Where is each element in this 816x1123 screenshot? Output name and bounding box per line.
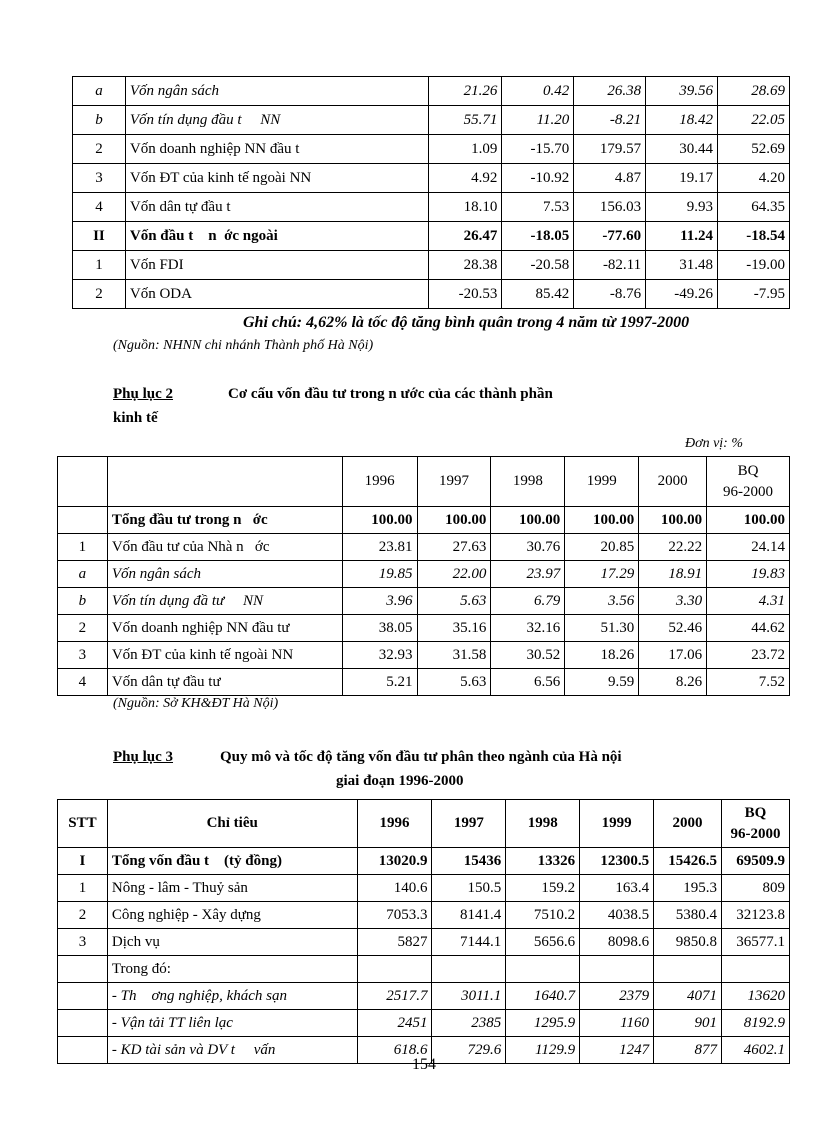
row-value: 18.26 <box>565 642 639 669</box>
row-value: 4038.5 <box>580 902 654 929</box>
row-label: Công nghiệp - Xây dựng <box>107 902 357 929</box>
row-label: Vốn doanh nghiệp NN đầu t <box>125 135 429 164</box>
row-value: 5.21 <box>342 669 417 696</box>
table-row <box>58 848 790 875</box>
row-value: 100.00 <box>491 507 565 534</box>
row-value: 9.93 <box>646 193 718 222</box>
table-appendix-2 <box>57 456 790 696</box>
table-row <box>58 615 790 642</box>
row-value: 809 <box>722 875 790 902</box>
row-value: 3.56 <box>565 588 639 615</box>
row-value: 8192.9 <box>722 1010 790 1037</box>
row-value: 2517.7 <box>357 983 432 1010</box>
table-continuation <box>72 76 790 309</box>
row-value: 31.58 <box>417 642 491 669</box>
row-value: 21.26 <box>429 77 502 106</box>
row-value: 30.52 <box>491 642 565 669</box>
row-value: 18.91 <box>639 561 707 588</box>
row-value: 11.20 <box>502 106 574 135</box>
row-stt: 2 <box>58 615 108 642</box>
appendix-2-label: Phụ lục 2 <box>113 386 174 402</box>
row-stt: 1 <box>73 251 126 280</box>
row-value <box>506 956 580 983</box>
appendix-3-label: Phụ lục 3 <box>113 749 174 765</box>
row-value: 11.24 <box>646 222 718 251</box>
header-1997: 1997 <box>432 800 506 848</box>
row-value: 2451 <box>357 1010 432 1037</box>
row-value: 5.63 <box>417 669 491 696</box>
source-note-1: (Nguồn: NHNN chi nhánh Thành phố Hà Nội) <box>113 338 374 353</box>
row-label: Vốn tín dụng đầ tư NN <box>107 588 342 615</box>
row-value: 5827 <box>357 929 432 956</box>
row-value: 26.38 <box>574 77 646 106</box>
row-value: 8098.6 <box>580 929 654 956</box>
row-value: -10.92 <box>502 164 574 193</box>
row-stt: I <box>58 848 108 875</box>
row-value: 22.00 <box>417 561 491 588</box>
row-value: 19.17 <box>646 164 718 193</box>
header-label <box>107 457 342 507</box>
row-value: 7144.1 <box>432 929 506 956</box>
table-row <box>73 164 790 193</box>
row-value: 1.09 <box>429 135 502 164</box>
row-label: Vốn ODA <box>125 280 429 309</box>
row-value: 24.14 <box>707 534 790 561</box>
row-stt: 3 <box>58 929 108 956</box>
row-value: 618.6 <box>357 1037 432 1064</box>
row-value: 19.83 <box>707 561 790 588</box>
header-2000: 2000 <box>639 457 707 507</box>
header-1997: 1997 <box>417 457 491 507</box>
header-1998: 1998 <box>491 457 565 507</box>
row-value: 100.00 <box>565 507 639 534</box>
row-stt <box>58 507 108 534</box>
row-value: 729.6 <box>432 1037 506 1064</box>
row-stt: 2 <box>73 280 126 309</box>
row-value: -15.70 <box>502 135 574 164</box>
row-label: Vốn ngân sách <box>125 77 429 106</box>
header-bq-line1: BQ <box>744 805 767 821</box>
header-1999: 1999 <box>565 457 639 507</box>
row-value: 8.26 <box>639 669 707 696</box>
growth-note: Ghi chú: 4,62% là tốc độ tăng bình quân trong 4 năm từ 1997-2000 <box>243 314 690 331</box>
row-value: 28.69 <box>718 77 790 106</box>
row-value: 15436 <box>432 848 506 875</box>
row-stt: II <box>73 222 126 251</box>
row-value: 195.3 <box>654 875 722 902</box>
row-value: 2379 <box>580 983 654 1010</box>
row-label: Vốn doanh nghiệp NN đầu tư <box>107 615 342 642</box>
row-value: 38.05 <box>342 615 417 642</box>
header-bq-line2: 96-2000 <box>723 483 774 500</box>
row-value: 100.00 <box>707 507 790 534</box>
row-label: Tổng đầu tư trong n ớc <box>107 507 342 534</box>
row-label: Vốn FDI <box>125 251 429 280</box>
row-label: Nông - lâm - Thuỷ sản <box>107 875 357 902</box>
row-label: - Vận tải TT liên lạc <box>107 1010 357 1037</box>
row-value: -7.95 <box>718 280 790 309</box>
row-label: Dịch vụ <box>107 929 357 956</box>
row-value: 18.10 <box>429 193 502 222</box>
row-value: 12300.5 <box>580 848 654 875</box>
row-value: 22.22 <box>639 534 707 561</box>
row-stt: 4 <box>58 669 108 696</box>
row-stt: 1 <box>58 534 108 561</box>
row-stt <box>58 983 108 1010</box>
row-value: 19.85 <box>342 561 417 588</box>
row-value: 9.59 <box>565 669 639 696</box>
row-value: -8.21 <box>574 106 646 135</box>
row-value: 877 <box>654 1037 722 1064</box>
row-stt: b <box>58 588 108 615</box>
table-row <box>58 956 790 983</box>
row-value: -20.53 <box>429 280 502 309</box>
table-row <box>73 222 790 251</box>
header-bq <box>722 800 790 848</box>
row-value: 2385 <box>432 1010 506 1037</box>
row-label: Vốn dân tự đầu tư <box>107 669 342 696</box>
row-value: 20.85 <box>565 534 639 561</box>
row-value: -18.05 <box>502 222 574 251</box>
table-row <box>58 983 790 1010</box>
row-value: 3.96 <box>342 588 417 615</box>
row-value: 3.30 <box>639 588 707 615</box>
table-row <box>58 875 790 902</box>
row-value: 7.52 <box>707 669 790 696</box>
row-stt: 3 <box>58 642 108 669</box>
row-value: 17.29 <box>565 561 639 588</box>
table-row <box>58 642 790 669</box>
row-value: -18.54 <box>718 222 790 251</box>
header-1996: 1996 <box>342 457 417 507</box>
row-value <box>580 956 654 983</box>
row-value: 1295.9 <box>506 1010 580 1037</box>
appendix-3-title: Quy mô và tốc độ tăng vốn đầu tư phân theo ngành của Hà nội <box>220 749 622 765</box>
row-value: -49.26 <box>646 280 718 309</box>
row-value: 7510.2 <box>506 902 580 929</box>
row-stt <box>58 956 108 983</box>
row-value: 150.5 <box>432 875 506 902</box>
row-value: -20.58 <box>502 251 574 280</box>
table-row <box>73 135 790 164</box>
row-value: 31.48 <box>646 251 718 280</box>
row-value: 100.00 <box>342 507 417 534</box>
row-label: - KD tài sản và DV t vấn <box>107 1037 357 1064</box>
row-stt: a <box>73 77 126 106</box>
appendix-2-title: Cơ cấu vốn đầu tư trong n ước của các thành phần <box>228 386 553 402</box>
header-2000: 2000 <box>654 800 722 848</box>
row-value: 7.53 <box>502 193 574 222</box>
row-value: -8.76 <box>574 280 646 309</box>
header-indicator: Chỉ tiêu <box>107 800 357 848</box>
row-stt: 4 <box>73 193 126 222</box>
row-stt: b <box>73 106 126 135</box>
row-value: 8141.4 <box>432 902 506 929</box>
row-stt: 2 <box>58 902 108 929</box>
row-stt <box>58 1010 108 1037</box>
row-label: Trong đó: <box>107 956 357 983</box>
row-value: 32123.8 <box>722 902 790 929</box>
row-stt: 2 <box>73 135 126 164</box>
row-value: 39.56 <box>646 77 718 106</box>
row-value <box>654 956 722 983</box>
row-value: 44.62 <box>707 615 790 642</box>
row-value: 100.00 <box>639 507 707 534</box>
row-value: 13620 <box>722 983 790 1010</box>
row-value: 1129.9 <box>506 1037 580 1064</box>
row-value: 30.44 <box>646 135 718 164</box>
row-stt: 1 <box>58 875 108 902</box>
row-value: 5656.6 <box>506 929 580 956</box>
row-value: 17.06 <box>639 642 707 669</box>
row-value: -82.11 <box>574 251 646 280</box>
row-value: 179.57 <box>574 135 646 164</box>
table-row <box>58 588 790 615</box>
row-value: 13326 <box>506 848 580 875</box>
row-value: 69509.9 <box>722 848 790 875</box>
row-label: Vốn đầu t n ớc ngoài <box>125 222 429 251</box>
row-value: 52.46 <box>639 615 707 642</box>
row-value: 51.30 <box>565 615 639 642</box>
header-bq-line2: 96-2000 <box>730 825 781 842</box>
row-value: 28.38 <box>429 251 502 280</box>
row-value: 156.03 <box>574 193 646 222</box>
row-value: 4.87 <box>574 164 646 193</box>
unit-label: Đơn vị: % <box>685 436 744 451</box>
row-value: 4071 <box>654 983 722 1010</box>
table-row <box>58 1010 790 1037</box>
row-value: 55.71 <box>429 106 502 135</box>
row-value: 13020.9 <box>357 848 432 875</box>
row-value: 36577.1 <box>722 929 790 956</box>
source-note-2: (Nguồn: Sở KH&ĐT Hà Nội) <box>113 696 279 711</box>
header-1996: 1996 <box>357 800 432 848</box>
table-row <box>58 929 790 956</box>
row-value: 15426.5 <box>654 848 722 875</box>
row-stt <box>58 1037 108 1064</box>
row-value: 901 <box>654 1010 722 1037</box>
row-value: -77.60 <box>574 222 646 251</box>
row-value: 140.6 <box>357 875 432 902</box>
table-row <box>73 106 790 135</box>
row-value <box>432 956 506 983</box>
row-value: 22.05 <box>718 106 790 135</box>
row-value: 0.42 <box>502 77 574 106</box>
row-value: 7053.3 <box>357 902 432 929</box>
page-number: 154 <box>412 1056 436 1073</box>
row-value <box>357 956 432 983</box>
row-value: 52.69 <box>718 135 790 164</box>
table-row <box>58 507 790 534</box>
row-stt: 3 <box>73 164 126 193</box>
row-value: 18.42 <box>646 106 718 135</box>
row-label: Tổng vốn đầu t (tỷ đồng) <box>107 848 357 875</box>
row-value: 27.63 <box>417 534 491 561</box>
table-row <box>73 280 790 309</box>
row-value: 23.72 <box>707 642 790 669</box>
row-value: 4602.1 <box>722 1037 790 1064</box>
header-1998: 1998 <box>506 800 580 848</box>
row-value: 35.16 <box>417 615 491 642</box>
row-value: 23.97 <box>491 561 565 588</box>
row-value: 85.42 <box>502 280 574 309</box>
row-value: 32.16 <box>491 615 565 642</box>
row-value: 100.00 <box>417 507 491 534</box>
header-bq-line1: BQ <box>737 463 759 479</box>
row-stt: a <box>58 561 108 588</box>
row-value: 4.20 <box>718 164 790 193</box>
table-appendix-3 <box>57 799 790 1064</box>
row-value: 32.93 <box>342 642 417 669</box>
row-label: Vốn ĐT của kinh tế ngoài NN <box>125 164 429 193</box>
row-value: -19.00 <box>718 251 790 280</box>
row-value: 163.4 <box>580 875 654 902</box>
row-value: 1247 <box>580 1037 654 1064</box>
row-value: 1640.7 <box>506 983 580 1010</box>
row-value: 3011.1 <box>432 983 506 1010</box>
header-bq <box>707 457 790 507</box>
row-value: 26.47 <box>429 222 502 251</box>
row-value: 23.81 <box>342 534 417 561</box>
table-row <box>73 77 790 106</box>
row-value: 5380.4 <box>654 902 722 929</box>
table-row <box>58 561 790 588</box>
row-value: 4.31 <box>707 588 790 615</box>
table-row <box>73 193 790 222</box>
header-stt: STT <box>58 800 108 848</box>
table-row <box>58 902 790 929</box>
row-value: 6.79 <box>491 588 565 615</box>
row-label: Vốn ĐT của kinh tế ngoài NN <box>107 642 342 669</box>
row-value: 1160 <box>580 1010 654 1037</box>
row-value: 4.92 <box>429 164 502 193</box>
header-stt <box>58 457 108 507</box>
row-value: 159.2 <box>506 875 580 902</box>
row-value: 5.63 <box>417 588 491 615</box>
row-value <box>722 956 790 983</box>
row-label: Vốn dân tự đầu t <box>125 193 429 222</box>
row-value: 30.76 <box>491 534 565 561</box>
row-label: - Th ơng nghiệp, khách sạn <box>107 983 357 1010</box>
header-1999: 1999 <box>580 800 654 848</box>
row-value: 64.35 <box>718 193 790 222</box>
row-label: Vốn ngân sách <box>107 561 342 588</box>
table-row <box>58 669 790 696</box>
row-value: 6.56 <box>491 669 565 696</box>
table-row <box>73 251 790 280</box>
row-value: 9850.8 <box>654 929 722 956</box>
row-label: Vốn đầu tư của Nhà n ớc <box>107 534 342 561</box>
row-label: Vốn tín dụng đầu t NN <box>125 106 429 135</box>
appendix-3-title-cont: giai đoạn 1996-2000 <box>336 773 464 789</box>
table-row <box>58 534 790 561</box>
appendix-2-title-cont: kinh tế <box>113 410 158 426</box>
